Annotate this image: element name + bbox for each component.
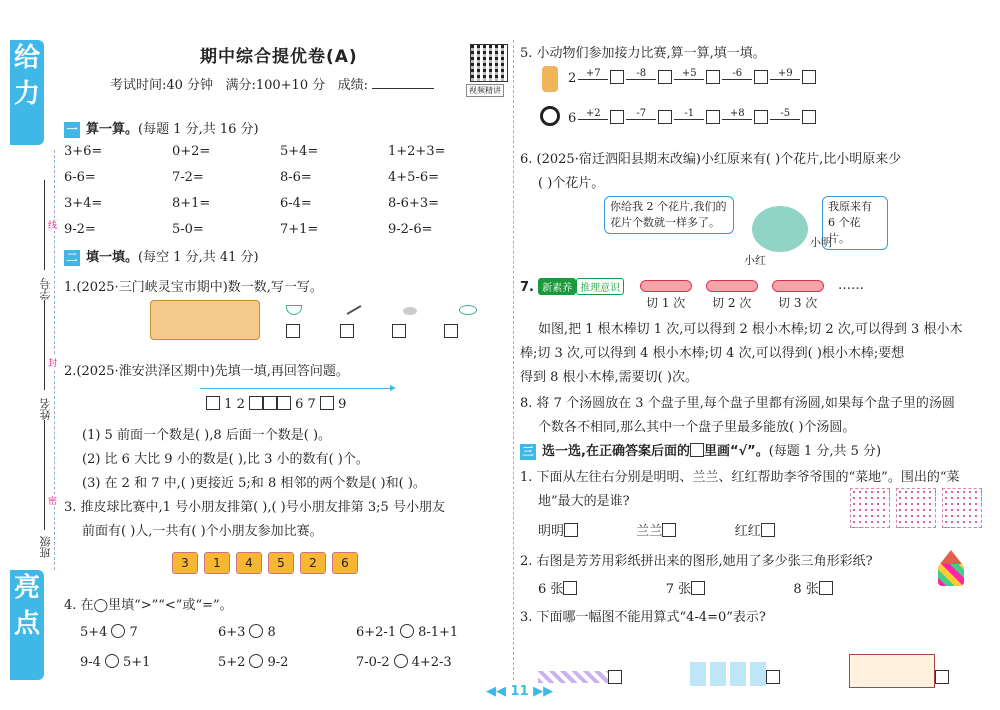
brand-char: 力	[13, 79, 40, 109]
child-with-ball: 6	[332, 552, 358, 574]
column-divider	[513, 40, 514, 680]
option-checkbox[interactable]	[935, 670, 949, 684]
compare-circle[interactable]	[249, 624, 263, 638]
question-2-7-line3: 得到 8 根小木棒,需要切( )次。	[520, 370, 698, 385]
relay-chain-1	[568, 68, 816, 86]
chain-operation: -1	[674, 108, 704, 120]
stick-cut-2	[706, 280, 758, 292]
section-1-header	[64, 118, 259, 138]
calc-item[interactable]: 0+2=	[172, 144, 211, 159]
qr-label: 视频精讲	[466, 84, 504, 97]
compare-item	[80, 654, 150, 670]
cut-label: 切 3 次	[778, 296, 818, 310]
compare-right: 5+1	[122, 655, 151, 670]
compare-left: 5+2	[218, 655, 246, 670]
answer-box[interactable]	[206, 396, 220, 410]
choice-1-line2: 地”最大的是谁?	[538, 494, 630, 509]
chain-operation: -6	[722, 68, 752, 80]
choice-3: 3. 下面哪一幅图不能用算式“4-4=0”表示?	[520, 610, 766, 625]
kids-at-table-picture	[752, 206, 808, 252]
student-id-label: 学号	[39, 278, 52, 300]
question-2-6-line2: ( )个花片。	[538, 176, 605, 191]
option-checkbox[interactable]	[662, 523, 676, 537]
paper-shape-body	[938, 564, 964, 586]
brand-char: 给	[13, 43, 40, 73]
garden-grid-2	[896, 488, 936, 528]
stick-cut-1	[640, 280, 692, 292]
brand-char: 点	[13, 609, 40, 639]
question-2-7-line1: 如图,把 1 根木棒切 1 次,可以得到 2 根小木棒;切 2 次,可以得到 3 根小木	[538, 322, 963, 337]
cut-mark: 封	[48, 356, 57, 369]
answer-box[interactable]	[249, 396, 263, 410]
calc-item[interactable]: 7+1=	[280, 222, 319, 237]
fill-line[interactable]	[44, 300, 45, 390]
compare-item	[356, 624, 458, 640]
compare-right: 4+2-3	[411, 655, 452, 670]
chain-operation: +8	[722, 108, 752, 120]
section-number: 三	[520, 444, 536, 460]
compare-left: 9-4	[80, 655, 101, 670]
relay-chain-2	[568, 108, 816, 126]
answer-box[interactable]	[277, 396, 291, 410]
giraffe-icon	[542, 66, 558, 92]
chain-start: 6	[568, 111, 577, 126]
cut-mark: 密	[48, 494, 57, 507]
child-with-ball: 4	[236, 552, 262, 574]
chain-answer-box[interactable]	[658, 110, 672, 124]
compare-right: 8	[267, 625, 276, 640]
answer-box[interactable]	[263, 396, 277, 410]
chain-start: 2	[568, 71, 577, 86]
tick-label: 7	[307, 397, 316, 412]
option-checkbox[interactable]	[766, 670, 780, 684]
page-number-value: 11	[510, 684, 529, 699]
calc-item[interactable]: 1+2+3=	[388, 144, 446, 159]
option-label: 6 张	[538, 582, 564, 597]
calc-item[interactable]: 3+4=	[64, 196, 103, 211]
tableware-icons	[286, 304, 477, 319]
question-2-2: 2.(2025·淮安洪泽区期中)先填一填,再回答问题。	[64, 364, 349, 379]
calc-item[interactable]: 4+5-6=	[388, 170, 439, 185]
section-number: 一	[64, 122, 80, 138]
compare-circle[interactable]	[105, 654, 119, 668]
compare-circle[interactable]	[111, 624, 125, 638]
question-2-3-line2: 前面有( )人,一共有( )个小朋友参加比赛。	[82, 524, 323, 539]
section-note: (每题 1 分,共 5 分)	[768, 444, 882, 459]
choice-3-options	[538, 654, 949, 688]
calc-item[interactable]: 8-6+3=	[388, 196, 439, 211]
calc-item[interactable]: 5-0=	[172, 222, 204, 237]
option-label: 8 张	[793, 582, 819, 597]
chain-operation: +7	[578, 68, 608, 80]
literacy-badge: 新素养	[538, 278, 576, 295]
option-checkbox[interactable]	[691, 581, 705, 595]
cups-picture	[690, 662, 766, 686]
option-label: 7 张	[665, 582, 692, 597]
fill-line[interactable]	[44, 180, 45, 270]
exam-info	[110, 74, 434, 93]
fill-line[interactable]	[44, 420, 45, 530]
garden-grid-1	[850, 488, 890, 528]
calc-item[interactable]: 3+6=	[64, 144, 103, 159]
full-score: 满分:100+10 分	[225, 78, 326, 93]
brand-tab-top	[10, 40, 44, 145]
chain-answer-box[interactable]	[706, 70, 720, 84]
compare-left: 6+2-1	[356, 625, 397, 640]
option-label: 红红	[734, 524, 761, 539]
name-label: 姓名	[39, 398, 52, 420]
option-checkbox[interactable]	[608, 670, 622, 684]
tableware-answer-boxes	[286, 324, 458, 340]
question-2-7-header	[520, 278, 624, 295]
compare-item	[80, 624, 138, 640]
check-box-sample	[690, 443, 704, 457]
chain-operation: -7	[626, 108, 656, 120]
answer-box[interactable]	[392, 324, 406, 338]
tick-label: 1	[224, 397, 233, 412]
chain-answer-box[interactable]	[802, 110, 816, 124]
score-label: 成绩:	[337, 78, 369, 93]
page-number: ◀◀ 11 ▶▶	[486, 684, 554, 699]
question-2-2-a: (1) 5 前面一个数是( ),8 后面一个数是( )。	[82, 428, 332, 443]
chain-operation: +2	[578, 108, 608, 120]
section-title-tail: 里画“√”。	[703, 444, 769, 459]
child-with-ball: 5	[268, 552, 294, 574]
speech-bubble-xiaohong: 你给我 2 个花片,我们的花片个数就一样多了。	[604, 196, 734, 234]
paper-shape-picture	[940, 550, 962, 564]
compare-circle[interactable]	[400, 624, 414, 638]
calc-item[interactable]: 9-2-6=	[388, 222, 433, 237]
section-title: 选一选,在正确答案后面的	[542, 444, 690, 459]
score-field[interactable]	[372, 88, 434, 89]
stick-cut-3	[772, 280, 824, 292]
sticks-picture	[538, 671, 608, 683]
qr-code[interactable]	[470, 44, 508, 82]
calc-item[interactable]: 6-4=	[280, 196, 312, 211]
cut-mark: 线	[48, 218, 57, 231]
section-note: (每题 1 分,共 16 分)	[138, 122, 259, 137]
chain-answer-box[interactable]	[610, 110, 624, 124]
question-2-6-line1: 6. (2025·宿迁泗阳县期末改编)小红原来有( )个花片,比小明原来少	[520, 152, 902, 167]
calc-item[interactable]: 7-2=	[172, 170, 204, 185]
page-title: 期中综合提优卷(A)	[200, 47, 358, 67]
brand-char: 亮	[13, 573, 40, 603]
question-2-2-b: (2) 比 6 大比 9 小的数是( ),比 3 小的数有( )个。	[82, 452, 369, 467]
tick-label: 2	[236, 397, 245, 412]
name-xiaoming: 小明	[810, 236, 832, 249]
exam-time: 考试时间:40 分钟	[110, 78, 214, 93]
tick-label: 6	[295, 397, 304, 412]
cut-label: 切 2 次	[712, 296, 752, 310]
answer-box[interactable]	[444, 324, 458, 338]
child-with-ball: 2	[300, 552, 326, 574]
class-label: 班级	[39, 536, 52, 558]
tick-label: 9	[338, 397, 347, 412]
chain-operation: +5	[674, 68, 704, 80]
calc-item[interactable]: 8+1=	[172, 196, 211, 211]
garden-grid-3	[942, 488, 982, 528]
compare-right: 9-2	[267, 655, 289, 670]
section-2-header	[64, 246, 259, 266]
name-xiaohong: 小红	[744, 254, 766, 267]
compare-item	[218, 624, 276, 640]
compare-item	[356, 654, 452, 670]
question-2-8-line2: 个数各不相同,那么其中一个盘子里最多能放( )个汤圆。	[538, 420, 856, 435]
chain-operation: -8	[626, 68, 656, 80]
chain-answer-box[interactable]	[658, 70, 672, 84]
option-checkbox[interactable]	[761, 523, 775, 537]
brand-tab-bottom	[10, 570, 44, 680]
section-number: 二	[64, 250, 80, 266]
section-3-header	[520, 440, 881, 460]
reasoning-badge: 推理意识	[576, 278, 624, 295]
choice-1-line1: 1. 下面从左往右分别是明明、兰兰、红红帮助李爷爷围的“菜地”。围出的“菜	[520, 470, 960, 485]
question-2-5: 5. 小动物们参加接力比赛,算一算,填一填。	[520, 46, 766, 61]
question-2-1: 1.(2025·三门峡灵宝市期中)数一数,写一写。	[64, 280, 323, 295]
section-note: (每空 1 分,共 41 分)	[138, 250, 259, 265]
calc-item[interactable]: 6-6=	[64, 170, 96, 185]
tableware-picture	[150, 300, 260, 340]
option-label: 明明	[538, 524, 565, 539]
calc-item[interactable]: 8-6=	[280, 170, 312, 185]
choice-1-options	[538, 520, 775, 539]
compare-left: 7-0-2	[356, 655, 390, 670]
question-2-2-c: (3) 在 2 和 7 中,( )更接近 5;和 8 相邻的两个数是( )和( )。	[82, 476, 426, 491]
option-label: 兰兰	[636, 524, 663, 539]
question-2-8-line1: 8. 将 7 个汤圆放在 3 个盘子里,每个盘子里都有汤圆,如果每个盘子里的汤圆	[520, 396, 955, 411]
question-2-3-line1: 3. 推皮球比赛中,1 号小朋友排第( ),( )号小朋友排第 3;5 号小朋友	[64, 500, 445, 515]
answer-box[interactable]	[286, 324, 300, 338]
child-with-ball: 1	[204, 552, 230, 574]
answer-box[interactable]	[340, 324, 354, 338]
chain-operation: -5	[770, 108, 800, 120]
calc-item[interactable]: 9-2=	[64, 222, 96, 237]
compare-right: 7	[129, 625, 138, 640]
section-title: 填一填。	[86, 250, 139, 265]
question-number: 7.	[520, 280, 534, 295]
choice-2: 2. 右图是芳芳用彩纸拼出来的图形,她用了多少张三角形彩纸?	[520, 554, 873, 569]
cut-label: 切 1 次	[646, 296, 686, 310]
chain-answer-box[interactable]	[802, 70, 816, 84]
chain-answer-box[interactable]	[754, 70, 768, 84]
option-checkbox[interactable]	[564, 523, 578, 537]
compare-right: 8-1+1	[418, 625, 459, 640]
chain-answer-box[interactable]	[706, 110, 720, 124]
compare-circle[interactable]	[249, 654, 263, 668]
calc-item[interactable]: 5+4=	[280, 144, 319, 159]
chain-answer-box[interactable]	[754, 110, 768, 124]
compare-left: 6+3	[218, 625, 246, 640]
chain-answer-box[interactable]	[610, 70, 624, 84]
answer-box[interactable]	[320, 396, 334, 410]
number-line	[200, 388, 390, 389]
option-checkbox[interactable]	[819, 581, 833, 595]
option-checkbox[interactable]	[563, 581, 577, 595]
child-with-ball: 3	[172, 552, 198, 574]
compare-circle[interactable]	[394, 654, 408, 668]
panda-icon	[540, 106, 560, 126]
chain-operation: +9	[770, 68, 800, 80]
ellipsis: ……	[838, 278, 864, 293]
question-2-4: 4. 在◯里填“>”“<”或“=”。	[64, 598, 233, 613]
compare-left: 5+4	[80, 625, 108, 640]
cakes-picture	[849, 654, 935, 688]
choice-2-options	[538, 578, 833, 597]
question-2-7-line2: 棒;切 3 次,可以得到 4 根小木棒;切 4 次,可以得到( )根小木棒;要想	[520, 346, 905, 361]
speech-bubble-xiaoming: 我原来有 6 个花片。	[822, 196, 888, 250]
number-line-labels	[206, 396, 346, 412]
ball-race-picture	[172, 552, 364, 574]
section-title: 算一算。	[86, 122, 139, 137]
binding-strip	[8, 0, 58, 710]
compare-item	[218, 654, 288, 670]
